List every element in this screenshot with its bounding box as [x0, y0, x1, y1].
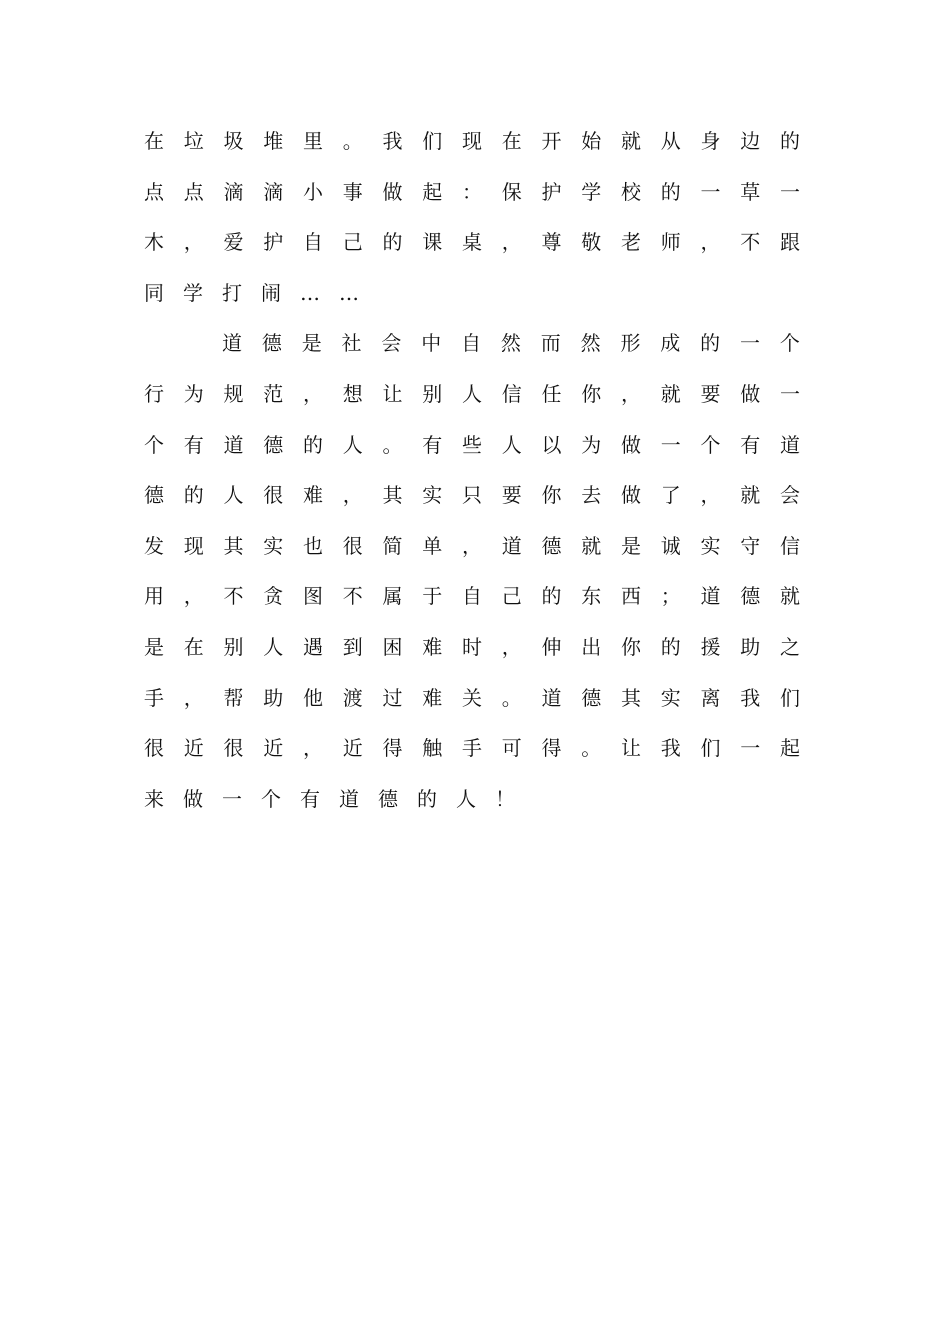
text-line: 用 ， 不 贪 图 不 属 于 自 己 的 东 西 ； 道 德 就 [144, 584, 800, 609]
text-line: 同 学 打 闹 … … [144, 280, 359, 305]
text-line: 个 有 道 德 的 人 。 有 些 人 以 为 做 一 个 有 道 [144, 432, 800, 457]
text-line: 点 点 滴 滴 小 事 做 起 ： 保 护 学 校 的 一 草 一 [144, 179, 800, 204]
text-line: 在 垃 圾 堆 里 。 我 们 现 在 开 始 就 从 身 边 的 [144, 129, 800, 153]
text-line: 行 为 规 范 ， 想 让 别 人 信 任 你 ， 就 要 做 一 [144, 381, 800, 406]
text-line: 手 ， 帮 助 他 渡 过 难 关 。 道 德 其 实 离 我 们 [144, 685, 800, 710]
text-line: 德 的 人 很 难 ， 其 实 只 要 你 去 做 了 ， 就 会 [144, 483, 800, 508]
essay-text [144, 118, 800, 826]
text-line: 发 现 其 实 也 很 简 单 ， 道 德 就 是 诚 实 守 信 [144, 533, 800, 558]
text-line: 木 ， 爱 护 自 己 的 课 桌 ， 尊 敬 老 师 ， 不 跟 [144, 230, 800, 255]
paragraph-start-line: 道 德 是 社 会 中 自 然 而 然 形 成 的 一 个 [222, 331, 800, 356]
text-line: 来 做 一 个 有 道 德 的 人 ！ [144, 786, 515, 811]
text-line: 很 近 很 近 ， 近 得 触 手 可 得 。 让 我 们 一 起 [144, 736, 800, 761]
text-line: 是 在 别 人 遇 到 困 难 时 ， 伸 出 你 的 援 助 之 [144, 634, 800, 659]
